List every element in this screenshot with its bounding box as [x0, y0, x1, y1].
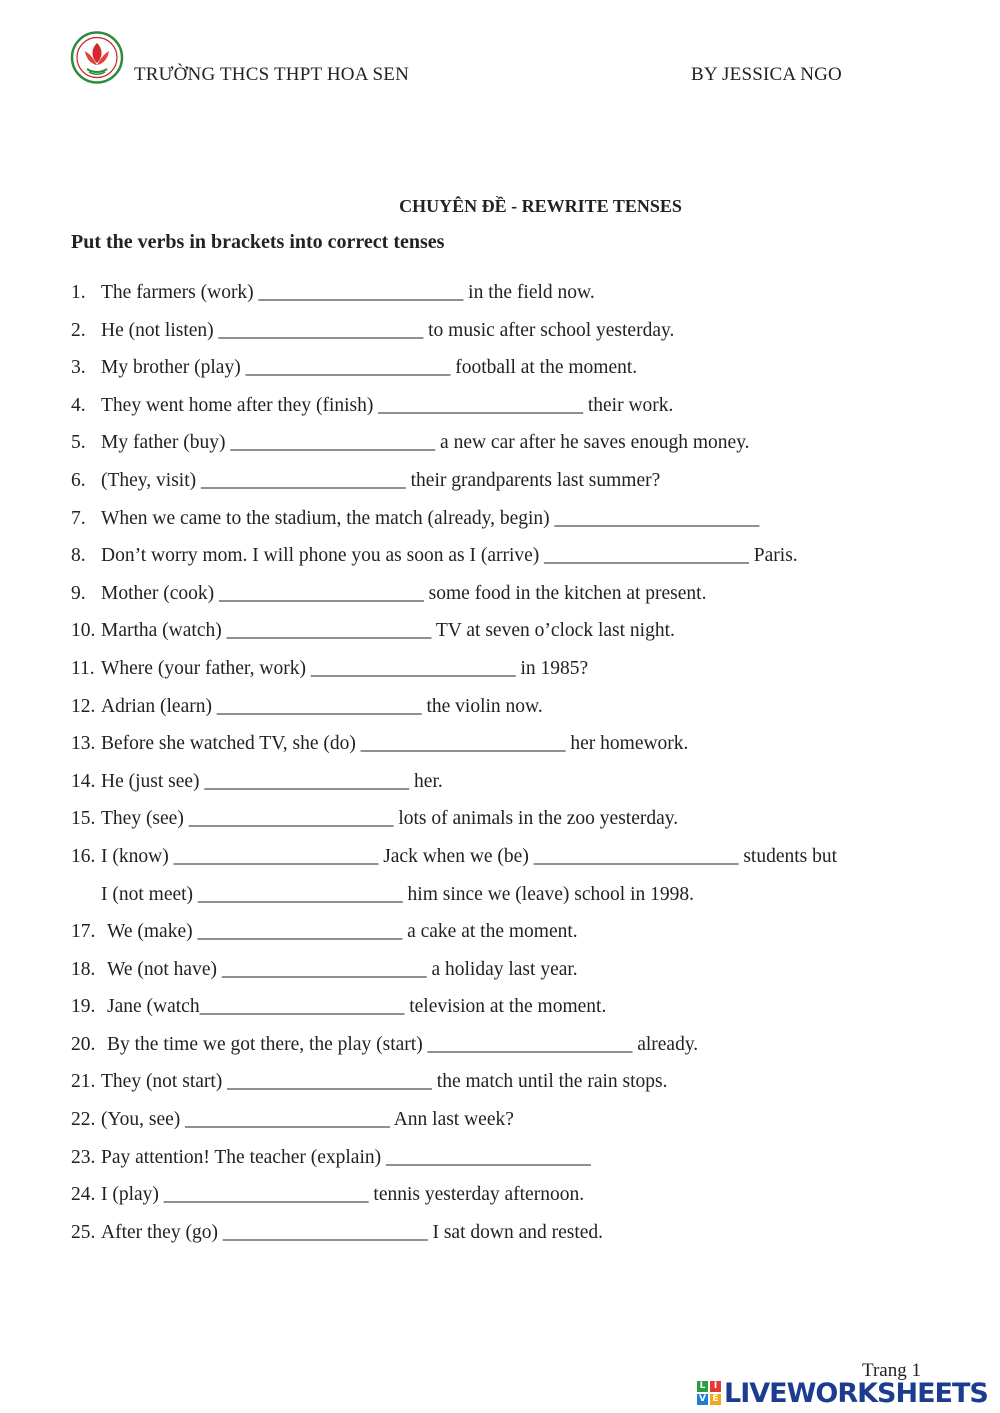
question-number: 18.: [71, 958, 96, 980]
question-list: [71, 280, 941, 1257]
watermark-text: LIVEWORKSHEETS: [724, 1377, 988, 1409]
question-item: [71, 1032, 941, 1070]
question-item: [71, 581, 941, 619]
question-number: 9.: [71, 582, 86, 604]
question-number: 12.: [71, 695, 96, 717]
question-item: [71, 506, 941, 544]
question-text: They went home after they (finish) _____________________ their work.: [101, 394, 674, 416]
question-text: After they (go) _____________________ I sat down and rested.: [101, 1221, 604, 1243]
question-number: 2.: [71, 319, 86, 341]
question-text: I (know) _____________________ Jack when we (be) _____________________ students but: [101, 845, 838, 867]
question-item: [71, 280, 941, 318]
question-item: [71, 844, 941, 919]
author-name: BY JESSICA NGO: [691, 64, 842, 85]
question-item: [71, 1069, 941, 1107]
question-item: [71, 731, 941, 769]
question-item: [71, 1107, 941, 1145]
question-number: 7.: [71, 507, 86, 529]
instruction-text: Put the verbs in brackets into correct tenses: [71, 231, 445, 253]
worksheet-title: CHUYÊN ĐỀ - REWRITE TENSES: [399, 196, 682, 216]
question-item: [71, 355, 941, 393]
question-number: 14.: [71, 770, 96, 792]
question-item: [71, 1220, 941, 1258]
question-number: 6.: [71, 469, 86, 491]
question-number: 15.: [71, 808, 96, 830]
question-item: [71, 806, 941, 844]
question-text: We (make) _____________________ a cake at the moment.: [107, 921, 578, 943]
question-text: The farmers (work) _____________________ in the field now.: [101, 282, 595, 303]
question-text: Martha (watch) _____________________ TV at seven o’clock last night.: [101, 620, 675, 642]
question-number: 19.: [71, 996, 96, 1018]
question-item: [71, 318, 941, 356]
question-number: 1.: [71, 282, 86, 303]
question-text: Before she watched TV, she (do) _____________________ her homework.: [101, 733, 689, 755]
question-text: By the time we got there, the play (start) _____________________ already.: [107, 1033, 699, 1055]
question-text: When we came to the stadium, the match (already, begin) _____________________: [101, 507, 760, 529]
question-text: Pay attention! The teacher (explain) _____________________: [101, 1146, 591, 1168]
question-item: [71, 994, 941, 1032]
question-number: 24.: [71, 1184, 96, 1206]
question-text: They (not start) _____________________ the match until the rain stops.: [101, 1071, 668, 1093]
logo-letter: L: [697, 1381, 708, 1392]
question-number: 17.: [71, 921, 96, 943]
logo-letter: I: [710, 1381, 721, 1392]
logo-letter: E: [710, 1394, 721, 1405]
question-continuation: I (not meet) _____________________ him since we (leave) school in 1998.: [101, 883, 695, 905]
question-number: 23.: [71, 1146, 96, 1168]
question-text: Adrian (learn) _____________________ the violin now.: [101, 695, 543, 717]
school-logo: [69, 31, 125, 84]
question-text: My father (buy) _____________________ a new car after he saves enough money.: [101, 432, 750, 454]
page-number: Trang 1: [862, 1360, 921, 1381]
question-text: Jane (watch_____________________ television at the moment.: [107, 996, 607, 1018]
question-text: Mother (cook) _____________________ some food in the kitchen at present.: [101, 582, 707, 604]
question-item: [71, 656, 941, 694]
question-item: [71, 694, 941, 732]
question-text: We (not have) _____________________ a holiday last year.: [107, 958, 578, 980]
question-number: 21.: [71, 1071, 96, 1093]
question-item: [71, 957, 941, 995]
question-item: [71, 543, 941, 581]
question-number: 8.: [71, 545, 86, 567]
liveworksheets-watermark: [697, 1376, 988, 1410]
question-text: He (not listen) _____________________ to music after school yesterday.: [101, 319, 675, 341]
question-number: 20.: [71, 1033, 96, 1055]
question-item: [71, 468, 941, 506]
question-number: 16.: [71, 845, 96, 867]
question-text: Where (your father, work) _____________________ in 1985?: [101, 657, 589, 679]
question-number: 4.: [71, 394, 86, 416]
question-item: [71, 618, 941, 656]
school-name: TRƯỜNG THCS THPT HOA SEN: [134, 64, 410, 85]
question-text: I (play) _____________________ tennis yesterday afternoon.: [101, 1184, 585, 1206]
question-number: 11.: [71, 657, 95, 679]
question-text: They (see) _____________________ lots of animals in the zoo yesterday.: [101, 808, 679, 830]
question-number: 22.: [71, 1109, 96, 1131]
question-text: Don’t worry mom. I will phone you as soon as I (arrive) _____________________ Paris.: [101, 545, 798, 567]
question-number: 3.: [71, 357, 86, 379]
question-item: [71, 1145, 941, 1183]
logo-letter: V: [697, 1394, 708, 1405]
liveworksheets-logo-icon: [697, 1381, 721, 1405]
question-number: 25.: [71, 1221, 96, 1243]
question-item: [71, 769, 941, 807]
question-text: My brother (play) _____________________ football at the moment.: [101, 357, 638, 379]
question-text: He (just see) _____________________ her.: [101, 770, 443, 792]
question-item: [71, 430, 941, 468]
question-number: 10.: [71, 620, 96, 642]
question-item: [71, 919, 941, 957]
question-text: (You, see) _____________________ Ann last week?: [101, 1109, 514, 1131]
question-item: [71, 1182, 941, 1220]
question-text: (They, visit) _____________________ their grandparents last summer?: [101, 469, 661, 491]
question-item: [71, 393, 941, 431]
question-number: 13.: [71, 733, 96, 755]
question-number: 5.: [71, 432, 86, 454]
